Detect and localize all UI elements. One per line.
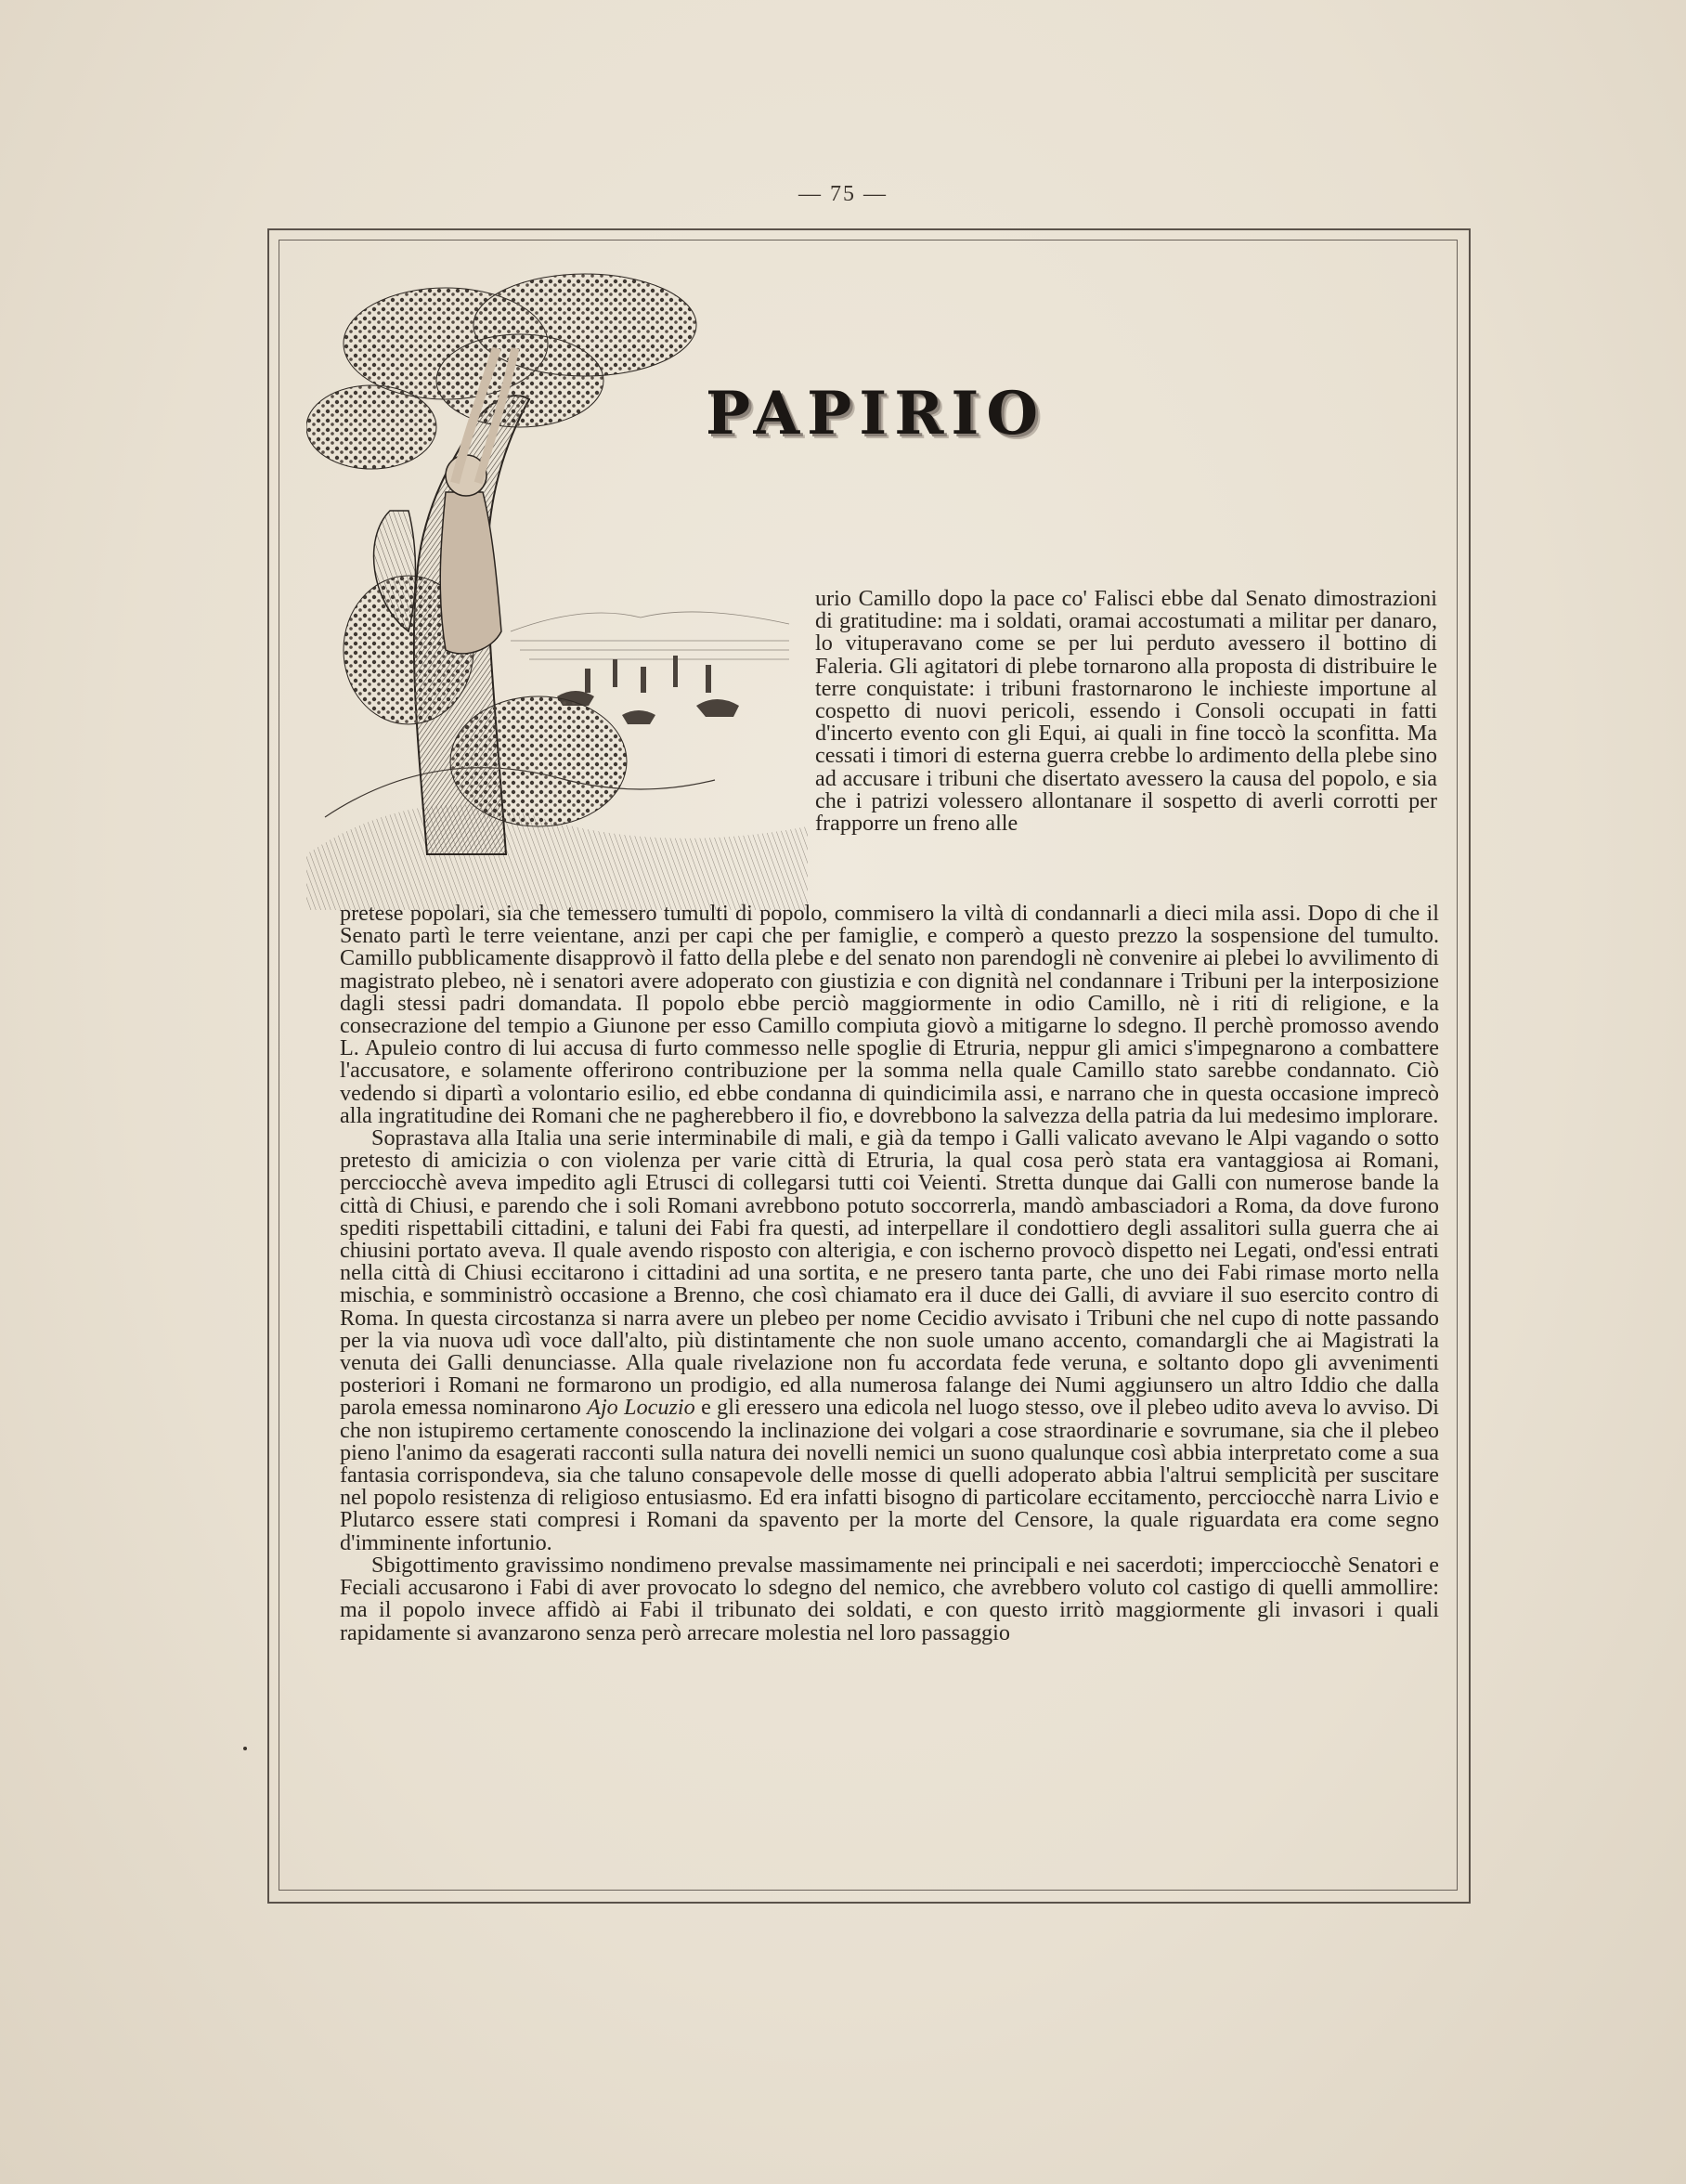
paragraph-1: pretese popolari, sia che temessero tumulti di popolo, commisero la viltà di condannarli a dieci mila assi. Dopo di che il Senato partì le terre veientane, anzi per capi che per famiglie, e comperò a questo prezzo la sospensione del tumulto. Camillo pubblicamente disapprovò il fatto della plebe e del senato non parendogli nè convenire ai plebei lo avvilimento di magistrato plebeo, nè i senatori avere adoperato con giustizia e con dignità nel condannare i Tribuni per la interposizione dagli stessi padri domandata. Il popolo ebbe perciò maggiormente in odio Camillo, nè i riti di religione, e la consecrazione del tempio a Giunone per esso Camillo compiuta giovò a mitigarne lo sdegno. Il perchè promosso avendo L. Apuleio contro di lui accusa di furto commesso nelle spoglie di Etruria, neppur gli amici s'impegnarono a combattere l'accusatore, e solamente offerirono contribuzione per la somma nella quale Camillo stato sarebbe condannato. Ciò vedendo si dipartì a volontario esilio, ed ebbe condanna di quindicimila assi, e narrano che in questa occasione imprecò alla ingratitudine dei Romani che ne pagherebbero il fio, e dovrebbono la salvezza della patria da lui medesimo implorare. xyxy=(340,901,1439,1128)
paragraph-3: Sbigottimento gravissimo nondimeno prevalse massimamente nei principali e nei sacerdoti; impercciocchè Senatori e Feciali accusarono i Fabi di aver provocato lo sdegno del nemico, che avrebbero voluto col castigo di quelli ammollire: ma il popolo invece affidò ai Fabi il tribunato dei soldati, e con questo irritò maggiormente gli invasori i quali rapidamente si avanzarono senza però arrecare molestia nel loro passaggio xyxy=(340,1552,1439,1645)
paragraph-2-start: Soprastava alla Italia una serie interminabile di mali, e già da tempo i Galli valicato avevano le Alpi vagando o sotto pretesto di amicizia o con violenza per varie città di Etruria, la qual cosa però stata era vantaggiosa ai Romani, percciocchè aveva impedito agli Etrusci di collegarsi tutti coi Veienti. Stretta dunque dai Galli con numerose bande la città di Chiusi, e parendo che i soli Romani avrebbono potuto soccorrerla, mandò ambasciadori a Roma, da dove furono spediti rispettabili cittadini, e taluni dei Fabi fra questi, ad interpellare il condottiero degli assalitori sulla guerra che ai chiusini portato aveva. Il quale avendo risposto con alterigia, e con ischerno provocò dispetto nei Legati, ond'essi entrati nella città di Chiusi eccitarono i cittadini ad una sortita, e ne presero tanta parte, che uno dei Fabi rimase morto nella mischia, e somministrò occasione a Brenno, che così chiamato era il duce dei Galli, di avviare il suo esercito contro di Roma. In questa circostanza si narra avere un plebeo per nome Cecidio avvisato i Tribuni che nel cupo di notte passando per la via nuova udì voce dall'alto, più distintamente che non suole umano accento, comandargli che ai Magistrati la venuta dei Galli denunciasse. Alla quale rivelazione non fu accordata fede veruna, e soltanto dopo gli avvenimenti posteriori i Romani ne formarono un prodigio, ed alla numerosa falange dei Numi aggiunsero un altro Iddio che dalla parola emessa nominarono xyxy=(340,1125,1439,1421)
main-column xyxy=(340,903,1439,1644)
paragraph-2-italic-name: Ajo Locuzio xyxy=(587,1395,695,1421)
margin-dot xyxy=(243,1747,247,1750)
landscape-background xyxy=(511,612,789,659)
intro-column xyxy=(815,588,1437,835)
page-number: — 75 — xyxy=(798,182,888,206)
engraved-vignette-icon xyxy=(306,260,808,910)
paragraph-2-end: e gli eressero una edicola nel luogo stesso, ove il plebeo udito aveva lo avviso. Di che non istupiremo certamente conoscendo la inclinazione dei volgari a cose straordinarie e sovrumane, sia che il plebeo pieno l'animo da esagerati racconti sulla natura dei novelli nemici un suono qualunque così abbia interpretato come a sua fantasia corrispondeva, sia che taluno consapevole delle mosse di quelli adoperato abbia l'altrui semplicità per suscitare nel popolo resistenza di religioso entusiasmo. Ed era infatti bisogno di particolare eccitamento, percciocchè narra Livio e Plutarco essere stati compresi i Romani da spavento per la morte del Censore, la quale riguardata era come segno d'imminente infortunio. xyxy=(340,1395,1440,1555)
tree-foliage xyxy=(306,274,696,826)
paragraph-2 xyxy=(340,1127,1439,1554)
article-title: PAPIRIO xyxy=(706,379,1046,448)
intro-paragraph: urio Camillo dopo la pace co' Falisci ebbe dal Senato dimostrazioni di gratitudine: ma i soldati, oramai accostumati a militar per danaro, lo vituperavano come se per lui perduto avessero il bottino di Faleria. Gli agitatori di plebe tornarono alla proposta di distribuire le terre conquistate: i tribuni frastornarono le inchieste importune al cospetto di nuovi pericoli, essendo i Consoli occupati in fatti d'incerto evento con gli Equi, ai quali in fine toccò la sconfitta. Ma cessati i timori di esterna guerra crebbe lo ardimento della plebe sino ad accusare i tribuni che disertato avessero la causa del popolo, e sia che i patrizi volessero allontanare il sospetto di averli corrotti per frapporre un freno alle xyxy=(815,586,1437,837)
